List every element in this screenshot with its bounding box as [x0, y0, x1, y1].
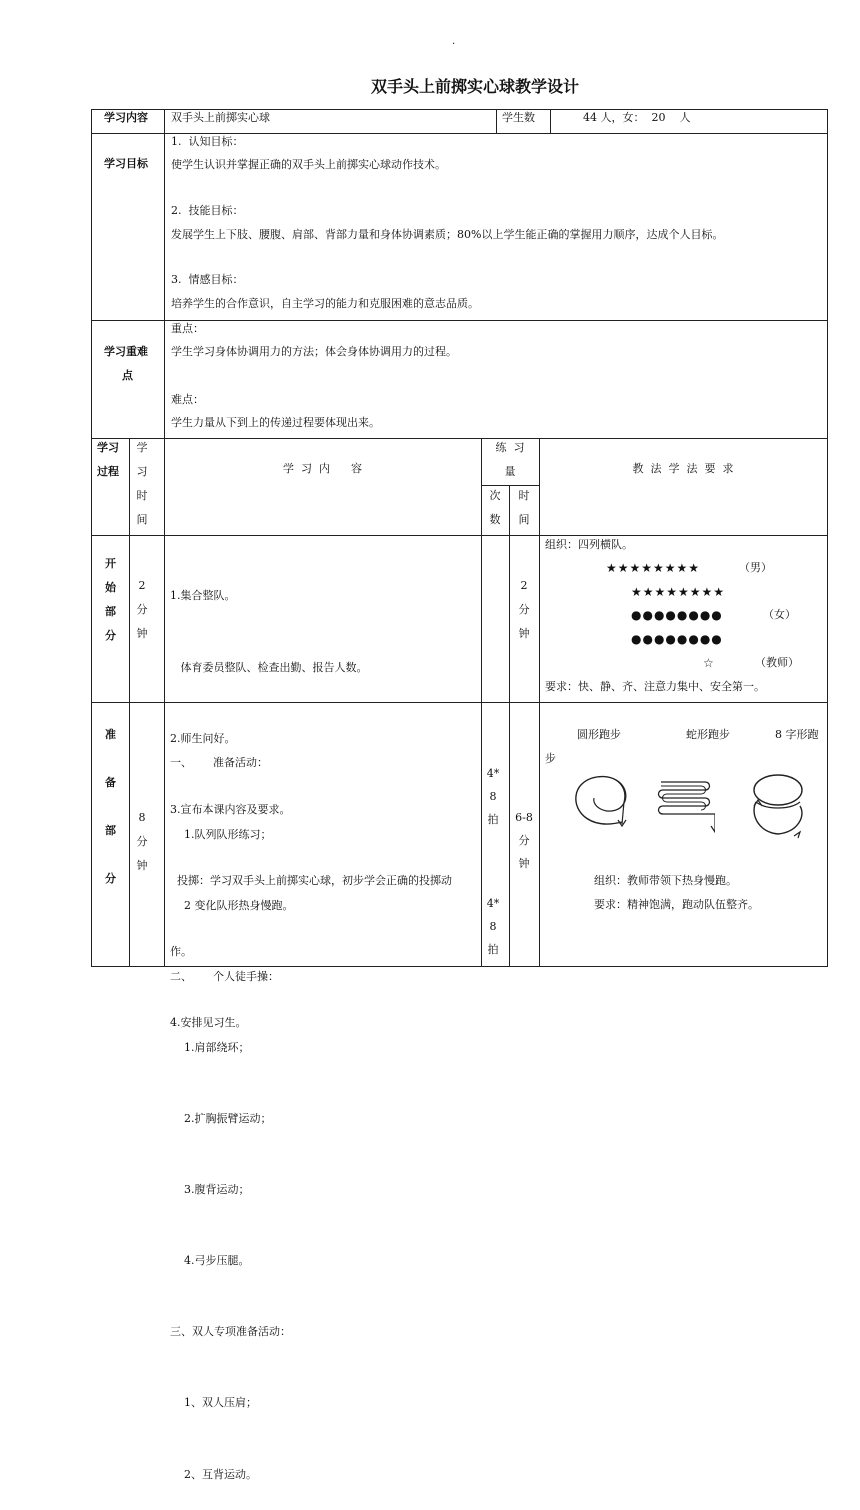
- content-value: 双手头上前掷实心球: [171, 111, 270, 124]
- keypoints-label-1: 学习重难: [104, 345, 148, 358]
- student-count-value: 44 人，女： 20 人: [583, 111, 691, 124]
- prep-times-1: 4* 8 拍: [486, 767, 500, 826]
- process-label-1: 学习: [97, 441, 119, 454]
- practice-header-2: 量: [504, 465, 516, 478]
- focus-heading: 重点：: [171, 322, 204, 335]
- formation-row-3: ●●●●●●●●: [631, 608, 723, 622]
- objective-1-heading: 1. 认知目标：: [171, 135, 244, 148]
- start-section-duration: 2 分 钟: [518, 579, 530, 640]
- prep-section-name: 准 备 部 分: [105, 728, 116, 885]
- prep-duration: 6-8 分 钟: [515, 811, 533, 870]
- prep-requirement: 要求：精神饱满，跑动队伍整齐。: [594, 898, 759, 911]
- page-title: 双手头上前掷实心球教学设计: [370, 77, 579, 96]
- content-label: 学习内容: [104, 111, 148, 124]
- duration-header: 时 间: [518, 489, 530, 526]
- start-section-name: 开 始 部 分: [105, 557, 116, 642]
- study-time-header: 学 习 时 间: [136, 441, 148, 526]
- teacher-star-icon: ☆: [703, 656, 714, 670]
- formation-row-1: ★★★★★★★★: [606, 561, 701, 575]
- formation-tag-male: （男）: [739, 561, 772, 574]
- formation-row-2: ★★★★★★★★: [631, 585, 726, 599]
- objective-2-text: 发展学生上下肢、腰腹、肩部、背部力量和身体协调素质；80%以上学生能正确的掌握用力顺序，达成个人目标。: [171, 228, 724, 241]
- keypoints-label-2: 点: [122, 369, 133, 382]
- run-label-figure8-wrap: 步: [545, 752, 556, 765]
- start-requirement: 要求：快、静、齐、注意力集中、安全第一。: [545, 680, 765, 693]
- difficulty-text: 学生力量从下到上的传递过程要体现出来。: [171, 416, 380, 429]
- process-label-2: 过程: [97, 465, 119, 478]
- formation-row-4: ●●●●●●●●: [631, 632, 723, 646]
- teacher-tag: （教师）: [755, 656, 799, 669]
- objective-1-text: 使学生认识并掌握正确的双手头上前掷实心球动作技术。: [171, 158, 446, 171]
- circle-run-diagram-icon: [572, 772, 634, 830]
- objective-3-text: 培养学生的合作意识，自主学习的能力和克服困难的意志品质。: [171, 297, 479, 310]
- content-header: 学 习 内 容: [283, 462, 362, 475]
- focus-text: 学生学习身体协调用力的方法；体会身体协调用力的过程。: [171, 345, 457, 358]
- times-header: 次 数: [489, 489, 501, 526]
- objective-2-heading: 2. 技能目标：: [171, 204, 244, 217]
- snake-run-diagram-icon: [655, 778, 715, 834]
- run-label-circle: 圆形跑步: [577, 728, 621, 741]
- figure8-run-diagram-icon: [748, 772, 808, 844]
- difficulty-heading: 难点：: [171, 393, 204, 406]
- run-label-snake: 蛇形跑步: [686, 728, 730, 741]
- top-mark: .: [452, 36, 456, 47]
- start-org: 组织：四列横队。: [545, 538, 633, 551]
- practice-header: 练 习: [495, 441, 525, 454]
- prep-section-content: 一、 准备活动： 1.队列队形练习； 2 变化队形热身慢跑。 二、 个人徒手操： 1.肩部绕环； 2.扩胸振臂运动； 3.腹背运动； 4.弓步压腿。 三、双人专项准备活动： 1、双人压肩； 2、互背运动。: [170, 756, 294, 1481]
- objective-3-heading: 3. 情感目标：: [171, 273, 244, 286]
- run-label-figure8: 8 字形跑: [775, 728, 819, 741]
- method-header: 教 法 学 法 要 求: [632, 462, 734, 475]
- formation-tag-female: （女）: [763, 608, 796, 621]
- student-count-label: 学生数: [502, 111, 535, 124]
- prep-org: 组织：教师带领下热身慢跑。: [594, 874, 737, 887]
- prep-times-2: 4* 8 拍: [486, 897, 500, 956]
- start-section-time: 2 分 钟: [136, 579, 148, 640]
- prep-section-time: 8 分 钟: [136, 811, 148, 872]
- objectives-label: 学习目标: [104, 157, 148, 170]
- start-section-content: 1.集合整队。 体育委员整队、检查出勤、报告人数。 2.师生问好。 3.宣布本课内容及要求。 投掷：学习双手头上前掷实心球，初步学会正确的投掷动 作。 4.安排见习生。: [170, 589, 452, 1030]
